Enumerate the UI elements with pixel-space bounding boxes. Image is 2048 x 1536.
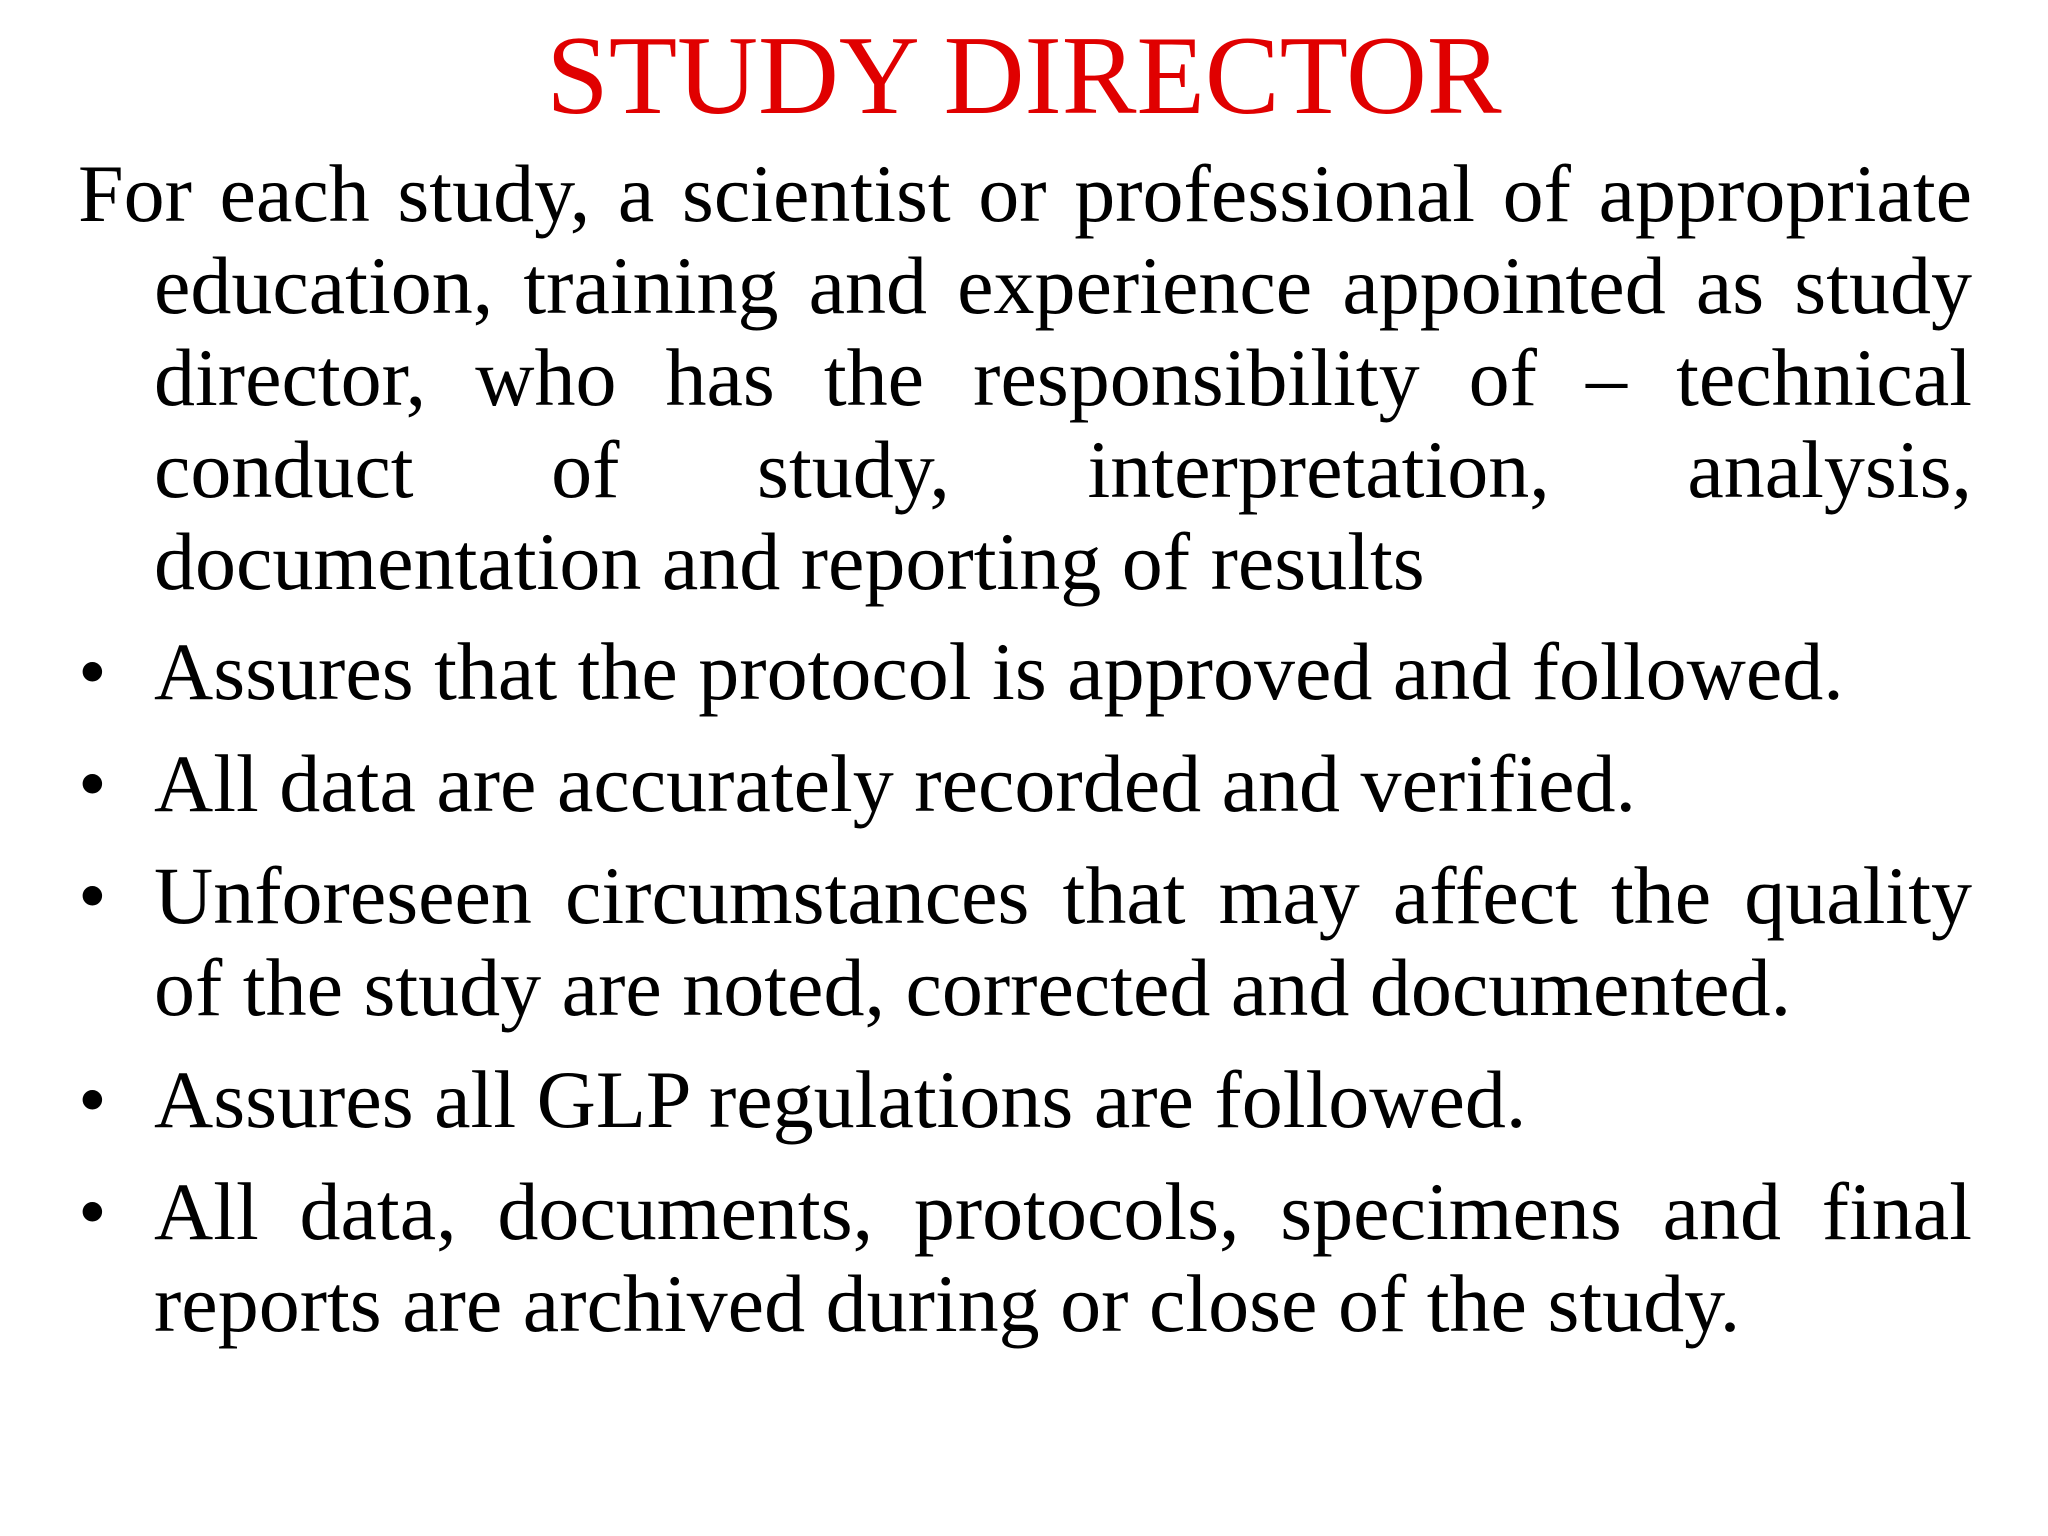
bullet-text: Assures all GLP regulations are followed. <box>154 1054 1527 1145</box>
list-item <box>78 738 1972 830</box>
bullet-text: All data, documents, protocols, specimens and final reports are archived during or close of the study. <box>154 1166 1972 1349</box>
list-item <box>78 1166 1972 1350</box>
list-item <box>78 1054 1972 1146</box>
bullet-icon: • <box>78 626 107 717</box>
list-item <box>78 626 1972 718</box>
bullet-icon: • <box>78 1166 107 1257</box>
bullet-icon: • <box>78 1054 107 1145</box>
slide-content <box>78 148 1972 1370</box>
bullet-list <box>78 626 1972 1350</box>
slide-title: STUDY DIRECTOR <box>546 14 1502 138</box>
bullet-icon: • <box>78 850 107 941</box>
list-item <box>78 850 1972 1034</box>
bullet-text: All data are accurately recorded and verified. <box>154 738 1636 829</box>
bullet-icon: • <box>78 738 107 829</box>
intro-paragraph: For each study, a scientist or professional of appropriate education, training and experience appointed as study director, who has the responsibility of – technical conduct of study, interpretation, analysis, documentation and reporting of results <box>78 148 1972 607</box>
bullet-text: Assures that the protocol is approved and followed. <box>154 626 1844 717</box>
bullet-text: Unforeseen circumstances that may affect the quality of the study are noted, corrected and documented. <box>154 850 1972 1033</box>
